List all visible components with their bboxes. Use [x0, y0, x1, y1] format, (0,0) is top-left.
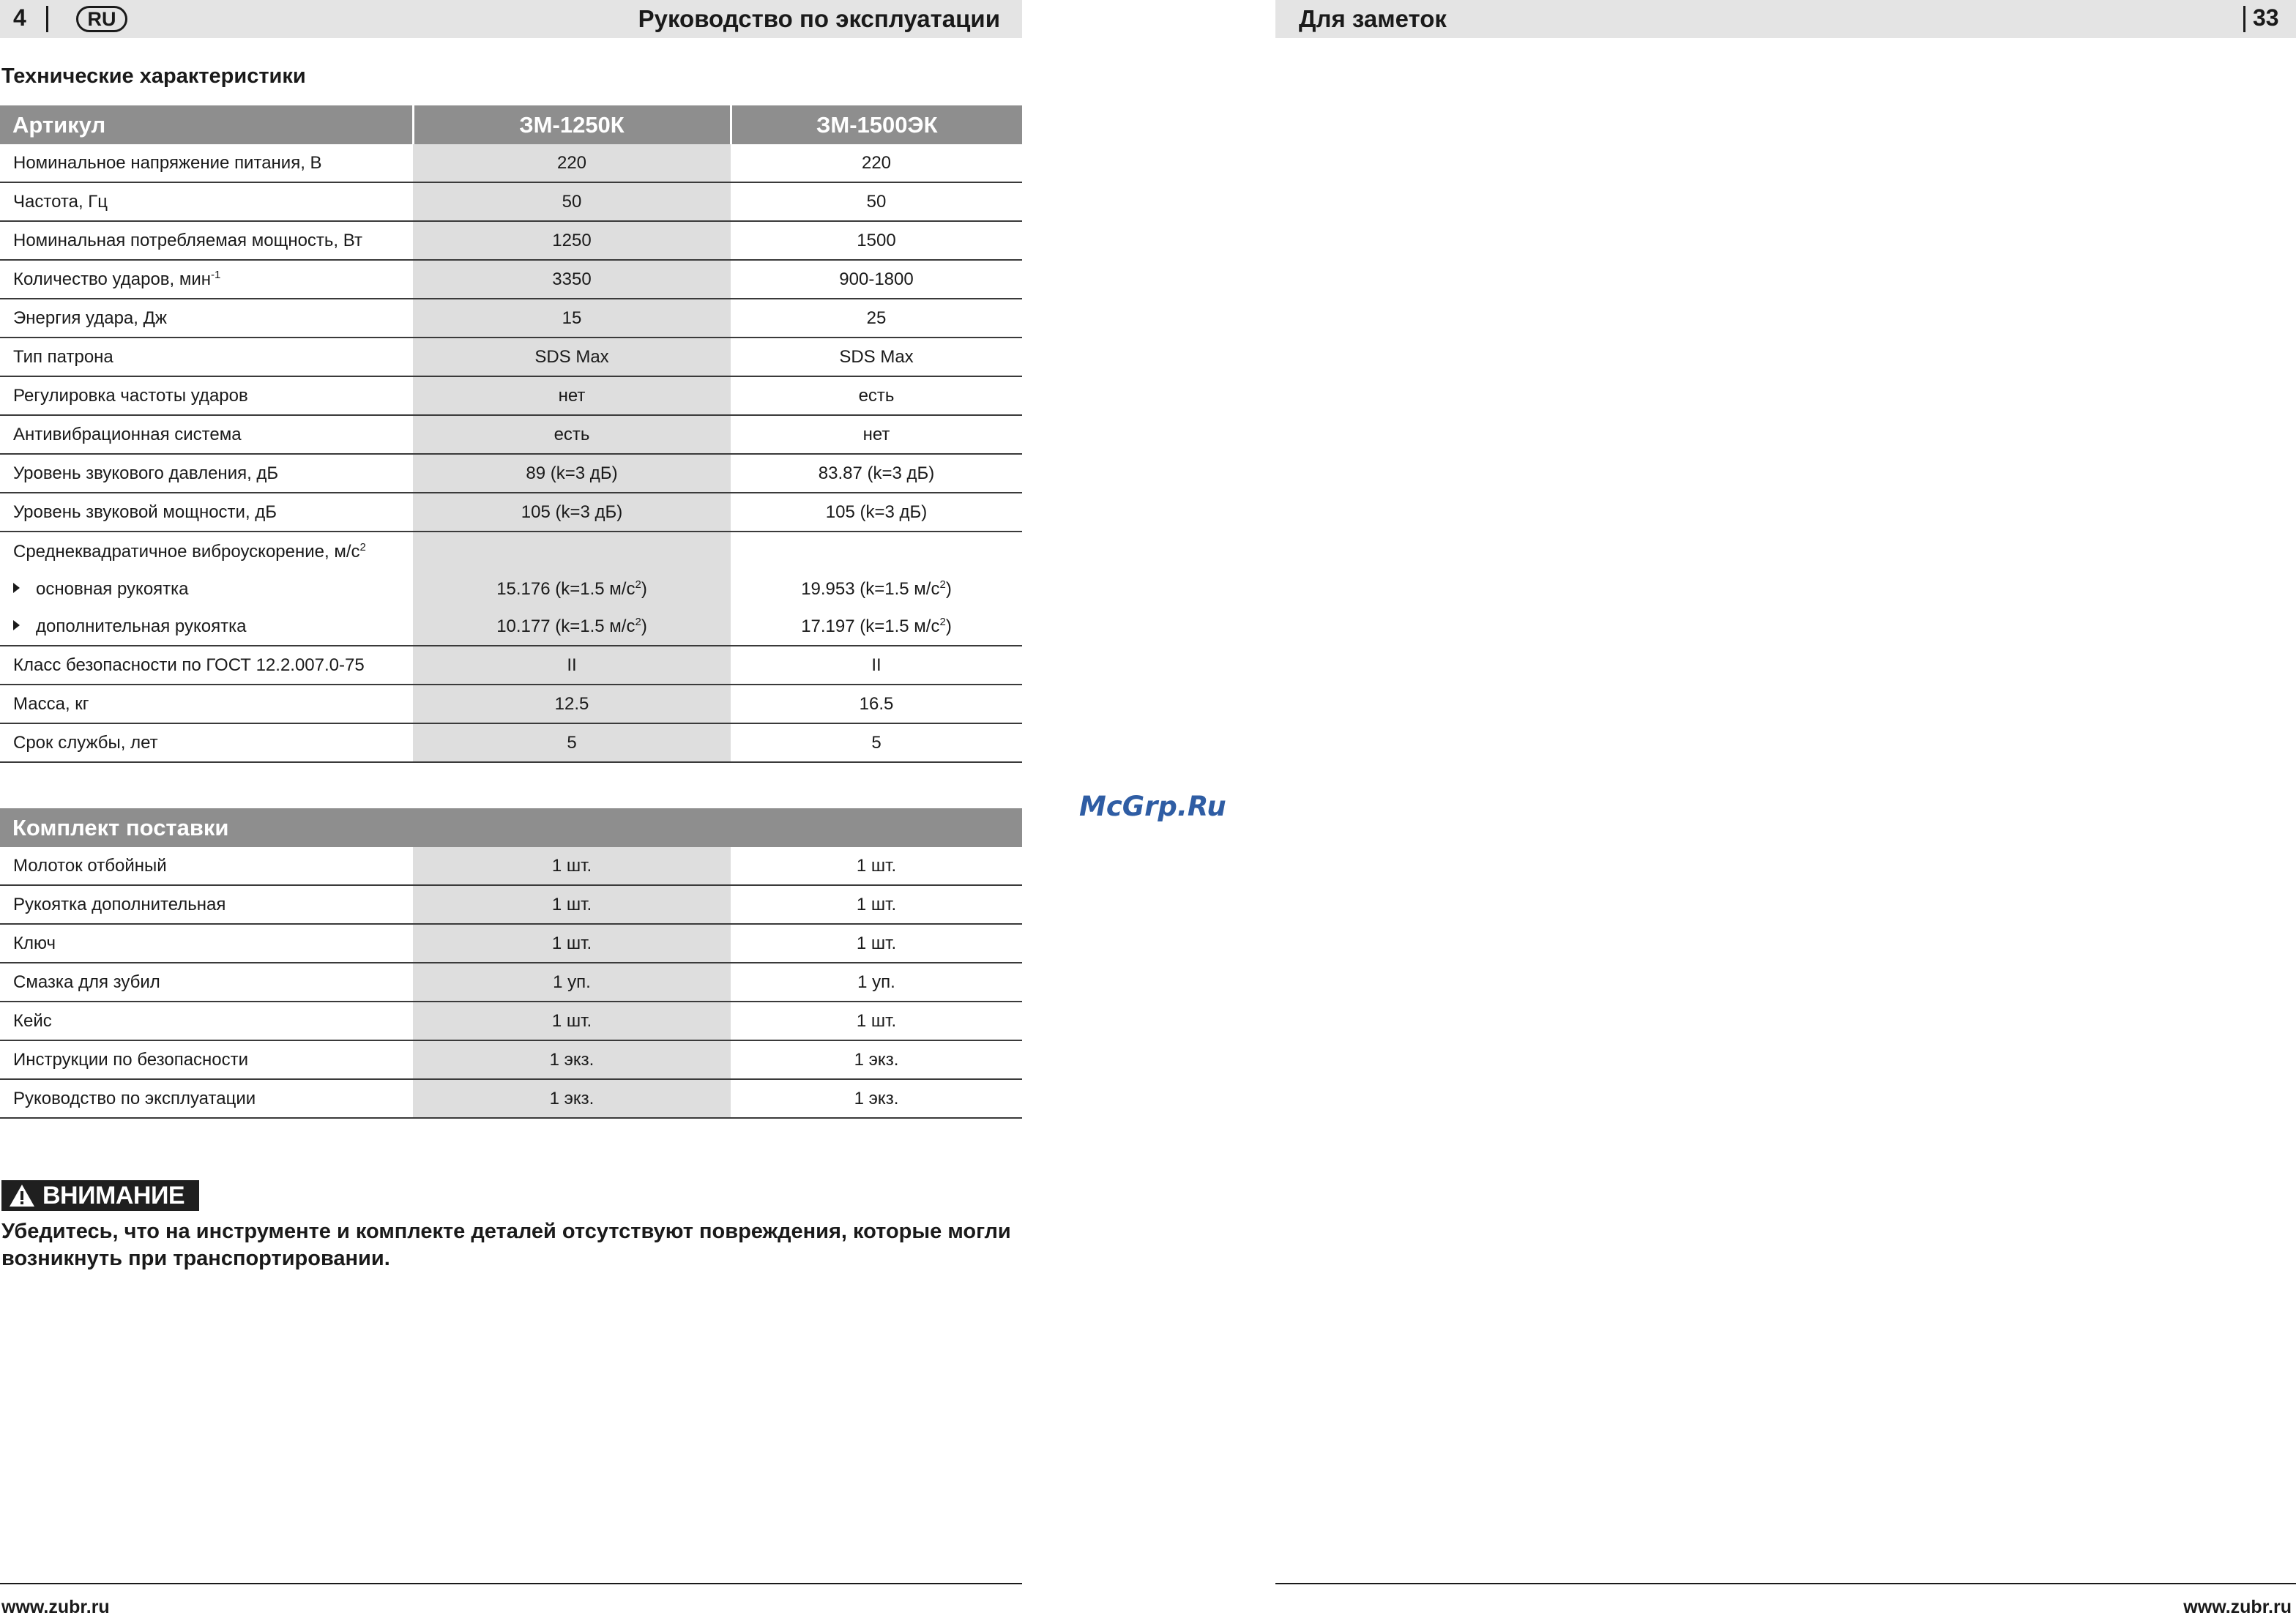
- table-row: [0, 1040, 1022, 1079]
- value-model-1: [413, 570, 731, 608]
- value-model-1: 1 экз.: [413, 1079, 731, 1118]
- value-model-1: [413, 608, 731, 646]
- row-label-text: дополнительная рукоятка: [36, 616, 247, 636]
- table-row: [0, 221, 1022, 260]
- row-label-text: Среднеквадратичное виброускорение, м/с: [13, 541, 360, 562]
- row-label: [0, 532, 413, 570]
- kit-table: [0, 808, 1022, 1119]
- bullet-icon: [13, 620, 20, 630]
- value-model-1: 89 (k=3 дБ): [413, 454, 731, 493]
- value-model-2: 1500: [731, 221, 1022, 260]
- page-header: [1275, 0, 2296, 38]
- value-model-2: SDS Max: [731, 338, 1022, 376]
- language-badge: RU: [76, 6, 127, 32]
- left-page: [0, 0, 1022, 1617]
- footer-url[interactable]: www.zubr.ru: [1, 1597, 110, 1617]
- section-title: Технические характеристики: [1, 64, 306, 88]
- value-model-1: 105 (k=3 дБ): [413, 493, 731, 532]
- row-label: Уровень звуковой мощности, дБ: [0, 493, 413, 532]
- value-model-2: 900-1800: [731, 260, 1022, 299]
- value-model-1: 5: [413, 723, 731, 762]
- unit-superscript: 2: [635, 616, 641, 628]
- spec-header-row: [0, 105, 1022, 144]
- value-model-2: 105 (k=3 дБ): [731, 493, 1022, 532]
- row-label: [0, 260, 413, 299]
- row-label: Смазка для зубил: [0, 963, 413, 1002]
- warning-triangle-icon: [9, 1184, 35, 1207]
- value-model-2-empty: [731, 532, 1022, 570]
- row-label: [0, 608, 413, 646]
- footer-divider: [0, 1583, 1022, 1584]
- value-close: ): [945, 579, 952, 599]
- value-model-2: 1 шт.: [731, 885, 1022, 924]
- value-model-2: 1 экз.: [731, 1079, 1022, 1118]
- row-label: Ключ: [0, 924, 413, 963]
- value-model-2: 1 шт.: [731, 847, 1022, 885]
- table-row: [0, 144, 1022, 182]
- table-row: [0, 493, 1022, 532]
- row-label: Руководство по эксплуатации: [0, 1079, 413, 1118]
- column-header-model-1: ЗМ-1250К: [413, 105, 731, 144]
- table-row: [0, 182, 1022, 221]
- value-model-1: 50: [413, 182, 731, 221]
- page-number: 33: [2253, 4, 2279, 31]
- value-model-2: 16.5: [731, 685, 1022, 723]
- row-label: Инструкции по безопасности: [0, 1040, 413, 1079]
- value-model-1: 1 экз.: [413, 1040, 731, 1079]
- table-row: [0, 963, 1022, 1002]
- warning-badge-label: ВНИМАНИЕ: [42, 1182, 185, 1209]
- table-row: [0, 415, 1022, 454]
- table-row: [0, 260, 1022, 299]
- row-label: Частота, Гц: [0, 182, 413, 221]
- value-text: 10.177 (k=1.5 м/с: [496, 616, 636, 636]
- header-divider: [46, 6, 48, 32]
- page-header: [0, 0, 1022, 38]
- row-label: Класс безопасности по ГОСТ 12.2.007.0-75: [0, 646, 413, 685]
- table-row: [0, 338, 1022, 376]
- table-row: [0, 454, 1022, 493]
- row-label: Энергия удара, Дж: [0, 299, 413, 338]
- value-model-2: 83.87 (k=3 дБ): [731, 454, 1022, 493]
- kit-header-row: [0, 808, 1022, 847]
- value-model-1: 1250: [413, 221, 731, 260]
- footer-url[interactable]: www.zubr.ru: [2183, 1597, 2292, 1617]
- row-label: Антивибрационная система: [0, 415, 413, 454]
- value-model-1: 1 уп.: [413, 963, 731, 1002]
- value-close: ): [641, 579, 647, 599]
- unit-superscript: 2: [939, 578, 946, 591]
- column-header-model-2: ЗМ-1500ЭК: [731, 105, 1022, 144]
- value-text: 19.953 (k=1.5 м/с: [801, 579, 940, 599]
- footer-divider: [1275, 1583, 2296, 1584]
- table-row: [0, 376, 1022, 415]
- row-label: Срок службы, лет: [0, 723, 413, 762]
- row-label: Молоток отбойный: [0, 847, 413, 885]
- right-page: [1275, 0, 2296, 1617]
- page-number: 4: [13, 4, 26, 31]
- value-model-2: 1 шт.: [731, 1002, 1022, 1040]
- table-row: [0, 924, 1022, 963]
- row-label: Тип патрона: [0, 338, 413, 376]
- value-model-2: 1 экз.: [731, 1040, 1022, 1079]
- warning-badge: [1, 1180, 199, 1211]
- row-label: Масса, кг: [0, 685, 413, 723]
- value-model-1: 3350: [413, 260, 731, 299]
- value-model-2: 50: [731, 182, 1022, 221]
- table-row: [0, 885, 1022, 924]
- value-model-1: есть: [413, 415, 731, 454]
- value-text: 15.176 (k=1.5 м/с: [496, 579, 636, 599]
- row-label-text: Количество ударов, мин: [13, 269, 212, 289]
- row-label: Номинальная потребляемая мощность, Вт: [0, 221, 413, 260]
- value-close: ): [641, 616, 647, 636]
- table-row: [0, 1079, 1022, 1118]
- row-label: Регулировка частоты ударов: [0, 376, 413, 415]
- value-model-1: 220: [413, 144, 731, 182]
- row-label-text: основная рукоятка: [36, 578, 189, 599]
- row-label: Уровень звукового давления, дБ: [0, 454, 413, 493]
- table-row: [0, 1002, 1022, 1040]
- watermark: McGrp.Ru: [1079, 791, 1226, 822]
- value-model-2: 5: [731, 723, 1022, 762]
- table-row: [0, 685, 1022, 723]
- vibration-row-title: [0, 532, 1022, 570]
- value-model-1: 1 шт.: [413, 847, 731, 885]
- value-close: ): [945, 616, 952, 636]
- row-label: Рукоятка дополнительная: [0, 885, 413, 924]
- vibration-row-main-handle: [0, 570, 1022, 608]
- value-model-2: 1 уп.: [731, 963, 1022, 1002]
- value-model-2: есть: [731, 376, 1022, 415]
- value-model-1: II: [413, 646, 731, 685]
- table-row: [0, 646, 1022, 685]
- value-model-1: 1 шт.: [413, 1002, 731, 1040]
- value-model-1: 12.5: [413, 685, 731, 723]
- value-model-2: [731, 608, 1022, 646]
- unit-superscript: 2: [635, 578, 641, 591]
- table-row: [0, 723, 1022, 762]
- page-title: Руководство по эксплуатации: [638, 5, 1000, 32]
- value-text: 17.197 (k=1.5 м/с: [801, 616, 940, 636]
- header-divider: [2243, 6, 2245, 32]
- page-title: Для заметок: [1299, 5, 1447, 32]
- value-model-2: [731, 570, 1022, 608]
- unit-superscript: 2: [939, 616, 946, 628]
- value-model-2: 220: [731, 144, 1022, 182]
- value-model-2: II: [731, 646, 1022, 685]
- bullet-icon: [13, 583, 20, 593]
- kit-header: Комплект поставки: [0, 808, 1022, 847]
- value-model-1: 15: [413, 299, 731, 338]
- label-superscript: -1: [211, 269, 221, 281]
- value-model-1-empty: [413, 532, 731, 570]
- table-row: [0, 847, 1022, 885]
- value-model-1: 1 шт.: [413, 885, 731, 924]
- column-header-article: Артикул: [0, 105, 413, 144]
- label-superscript: 2: [359, 540, 366, 553]
- row-label: Номинальное напряжение питания, В: [0, 144, 413, 182]
- value-model-2: нет: [731, 415, 1022, 454]
- value-model-1: нет: [413, 376, 731, 415]
- value-model-1: 1 шт.: [413, 924, 731, 963]
- row-label: [0, 570, 413, 608]
- spec-table: [0, 105, 1022, 763]
- value-model-2: 25: [731, 299, 1022, 338]
- table-row: [0, 299, 1022, 338]
- row-label: Кейс: [0, 1002, 413, 1040]
- vibration-row-aux-handle: [0, 608, 1022, 646]
- value-model-2: 1 шт.: [731, 924, 1022, 963]
- value-model-1: SDS Max: [413, 338, 731, 376]
- warning-text: Убедитесь, что на инструменте и комплекте деталей отсутствуют повреждения, которые могли возникнуть при транспортировании.: [1, 1220, 1011, 1270]
